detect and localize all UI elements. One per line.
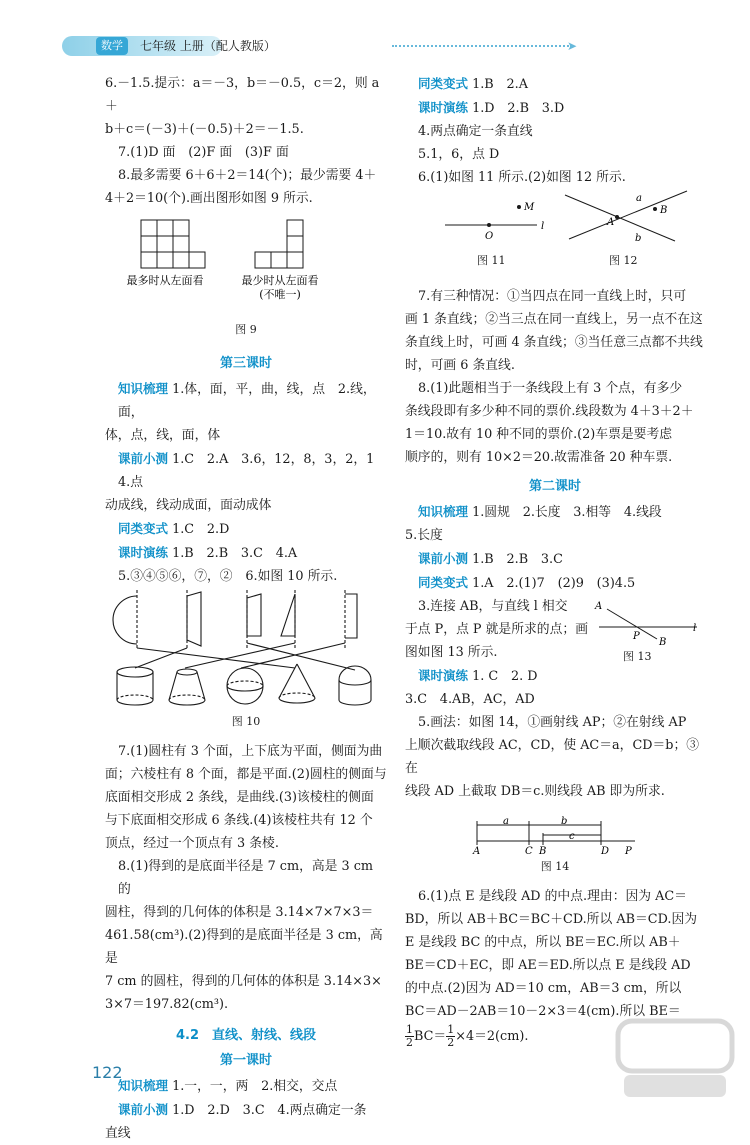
fig14-label-A: A xyxy=(473,846,481,855)
fraction-half-1: $\frac{1}{2}$ xyxy=(406,1023,413,1049)
fig14-label-B: B xyxy=(539,846,547,855)
left-p7-line4: 与下底面相交形成 6 条线.(4)该棱柱共有 12 个 xyxy=(105,813,373,828)
q6-line7-part2: ×4＝2(cm). xyxy=(455,1029,529,1044)
kq-text: 1.C 2.A 3.6，12，8，3，2，1 4.点 xyxy=(118,452,388,490)
right-q7-line1: 7.有三种情况：①当四点在同一直线上时，只可 xyxy=(418,289,687,304)
kw-keqian-2: 课前小测 xyxy=(118,1102,169,1117)
right-q6-line5: 的中点.(2)因为 AD＝10 cm，AB＝3 cm，所以 xyxy=(405,981,682,996)
section-lesson3: 第三课时 xyxy=(219,356,272,371)
fig9-label-note: (不唯一) xyxy=(259,288,301,301)
kw-keqian-r: 课前小测 xyxy=(418,551,469,566)
fig12-label-b: b xyxy=(635,233,642,244)
r-ks-text: 1.D 2.B 3.D xyxy=(472,101,565,116)
r-tl2-text: 1.A 2.(1)7 (2)9 (3)4.5 xyxy=(472,576,636,591)
figure-10 xyxy=(105,588,387,708)
right-q6-line3: E 是线段 BC 的中点，所以 BE＝EC.所以 AB＋ xyxy=(405,935,681,950)
quad-shape xyxy=(247,594,261,636)
left-q8-line1: 8.最多需要 6＋6＋2＝14(个)；最少需要 4＋ xyxy=(118,168,377,183)
zs-text: 1.体，面，平，曲，线，点 2.线，面， xyxy=(118,382,376,420)
left-q5: 5.③④⑤⑥，⑦，② 6.如图 10 所示. xyxy=(118,569,338,584)
left-q6-line2: b＋c＝(－3)＋(－0.5)＋2＝－1.5. xyxy=(105,122,304,137)
right-q8-line1: 8.(1)此题相当于一条线段上有 3 个点，有多少 xyxy=(418,381,683,396)
watermark-logo-icon xyxy=(610,1013,740,1103)
left-q7: 7.(1)D 面 (2)F 面 (3)F 面 xyxy=(118,145,289,160)
kw-keqian: 课前小测 xyxy=(118,451,169,466)
right-q8-line3: 1＝10.故有 10 种不同的票价.(2)车票是要考虑 xyxy=(405,427,673,442)
fig12-label-B: B xyxy=(660,205,668,216)
right-q5: 5.1，6，点 D xyxy=(418,147,500,162)
left-p8-line3: 461.58(cm³).(2)得到的是底面半径是 3 cm，高是 xyxy=(105,928,383,966)
kw-keshi: 课时演练 xyxy=(118,545,169,560)
left-q6-line1: 6.－1.5.提示：a＝－3，b＝－0.5，c＝2，则 a＋ xyxy=(105,76,380,114)
header-dots xyxy=(392,45,572,47)
left-p7-line3: 底面相交形成 2 条线，是曲线.(3)该棱柱的侧面 xyxy=(105,790,374,805)
kw-tonglei-r2: 同类变式 xyxy=(418,575,469,590)
half-circle-shape xyxy=(113,596,137,644)
section-4-2: 4.2 直线、射线、线段 xyxy=(175,1028,317,1043)
kw-keshi-r: 课时演练 xyxy=(418,100,469,115)
figure-14 xyxy=(405,813,705,855)
fig12-label-A: A xyxy=(607,217,615,228)
fig14-label-a: a xyxy=(503,816,509,827)
r-tl-text: 1.B 2.A xyxy=(472,77,528,92)
right-q8-line4: 顺序的，则有 10×2＝20.故需准备 20 种车票. xyxy=(405,450,673,465)
right-q6-line2: BD，所以 AB＋BC＝BC＋CD.所以 AB＝CD.因为 xyxy=(405,912,698,927)
right-q7-line4: 时，可画 6 条直线. xyxy=(405,358,515,373)
right-q3-line1: 3.连接 AB，与直线 l 相交 xyxy=(418,599,568,614)
r-kq-text: 1.B 2.B 3.C xyxy=(472,552,563,567)
figure-9 xyxy=(105,210,387,310)
left-p8-line1: 8.(1)得到的是底面半径是 7 cm，高是 3 cm 的 xyxy=(118,859,374,897)
grid-left xyxy=(141,220,205,268)
left-q8-line2: 4＋2＝10(个).画出图形如图 9 所示. xyxy=(105,191,313,206)
page-number: 122 xyxy=(92,1063,123,1082)
right-q3-4: 3.C 4.AB，AC，AD xyxy=(405,692,535,707)
q6-line7-part1: BC＝ xyxy=(414,1029,447,1044)
right-q6-line6: BC＝AD－2AB＝10－2×3＝4(cm).所以 BE＝ xyxy=(405,1004,681,1019)
right-q3-line2: 于点 P，点 P 就是所求的点；画 xyxy=(405,622,588,637)
left-p7-line1: 7.(1)圆柱有 3 个面，上下底为平面，侧面为曲 xyxy=(118,744,383,759)
left-p8-line2: 圆柱，得到的几何体的体积是 3.14×7×7×3＝ xyxy=(105,905,374,920)
fig13-label-A: A xyxy=(595,601,603,612)
frustum-solid xyxy=(169,669,205,705)
figure-10-svg xyxy=(105,588,387,708)
fig14-label-b: b xyxy=(561,816,568,827)
figure-14-svg xyxy=(405,813,705,855)
cylinder-solid xyxy=(117,667,153,705)
right-q6-line1: 6.(1)点 E 是线段 AD 的中点.理由：因为 AC＝ xyxy=(418,889,687,904)
kq2-text2: 直线 xyxy=(105,1126,131,1141)
kw-tonglei: 同类变式 xyxy=(118,521,169,536)
right-q8-line2: 条线段即有多少种不同的票价.线段数为 4＋3＋2＋ xyxy=(405,404,694,419)
fig12-label-a: a xyxy=(636,193,642,204)
kw-zhishi: 知识梳理 xyxy=(118,381,169,396)
fig14-caption: 图 14 xyxy=(540,860,570,873)
figure-11 xyxy=(445,202,544,242)
left-p7-line5: 顶点，经过一个顶点有 3 条棱. xyxy=(105,836,279,851)
subject-badge: 数学 xyxy=(96,37,128,55)
fig13-caption: 图 13 xyxy=(623,650,652,663)
fig14-label-P: P xyxy=(625,846,632,855)
figure-9-svg xyxy=(105,210,387,310)
ks-text: 1.B 2.B 3.C 4.A xyxy=(172,546,298,561)
kq2-text: 1.D 2.D 3.C 4.两点确定一条 xyxy=(172,1103,367,1118)
r-ks2-text: 1. C 2. D xyxy=(472,669,538,684)
right-column xyxy=(405,72,705,1051)
capsule-solid xyxy=(339,666,371,705)
sphere-solid xyxy=(227,668,263,704)
fig13-label-P: P xyxy=(633,631,640,642)
fig13-label-B: B xyxy=(659,637,667,645)
tl-text: 1.C 2.D xyxy=(172,522,230,537)
right-q4: 4.两点确定一条直线 xyxy=(418,124,533,139)
right-q7-line2: 画 1 条直线；②当三点在同一直线上，另一点不在这 xyxy=(405,312,703,327)
fig9-caption: 图 9 xyxy=(235,323,257,336)
rect-shape xyxy=(345,594,357,638)
section-lesson2: 第二课时 xyxy=(528,479,581,494)
page-header xyxy=(62,33,582,59)
r-zs-text: 1.圆规 2.长度 3.相等 4.线段 xyxy=(472,505,662,520)
grade-label: 七年级 上册（配人教版） xyxy=(140,39,276,53)
figure-13 xyxy=(593,597,703,645)
right-q7-line3: 条直线上时，可画 4 条直线；③当任意三点都不共线 xyxy=(405,335,703,350)
cone-solid xyxy=(279,664,315,703)
kw-keshi-r2: 课时演练 xyxy=(418,668,469,683)
left-column xyxy=(105,72,387,1145)
kw-zhishi-2: 知识梳理 xyxy=(118,1078,169,1093)
fig14-label-C: C xyxy=(525,846,533,855)
grid-right xyxy=(255,220,303,268)
fig9-label-max: 最多时从左面看 xyxy=(126,274,204,287)
right-q5-line1: 5.画法：如图 14，①画射线 AP；②在射线 AP xyxy=(418,715,687,730)
figure-12 xyxy=(565,191,687,244)
fig13-label-l: l xyxy=(693,623,697,634)
right-q6: 6.(1)如图 11 所示.(2)如图 12 所示. xyxy=(418,170,626,185)
right-q5-line2: 上顺次截取线段 AC，CD，使 AC＝a，CD＝b；③在 xyxy=(405,738,700,776)
zs-text2: 体，点，线，面，体 xyxy=(105,428,221,443)
trapezoid-shape xyxy=(187,592,201,646)
right-q5-line3: 线段 AD 上截取 DB＝c.则线段 AB 即为所求. xyxy=(405,784,665,799)
triangle-shape xyxy=(281,594,295,636)
fig10-caption: 图 10 xyxy=(231,715,261,728)
fig14-label-D: D xyxy=(601,846,610,855)
fig11-label-O: O xyxy=(485,231,494,242)
arrow-icon: ➤ xyxy=(567,39,578,53)
figure-11-12-svg xyxy=(405,189,705,253)
q3-with-figure13 xyxy=(405,595,705,664)
kw-tonglei-r: 同类变式 xyxy=(418,76,469,91)
fig11-caption: 图 11 xyxy=(477,254,506,267)
fig11-label-l: l xyxy=(541,221,545,232)
r-zs-text2: 5.长度 xyxy=(405,528,443,543)
figures-11-12 xyxy=(405,189,705,253)
left-p7-line2: 面；六棱柱有 8 个面，都是平面.(2)圆柱的侧面与 xyxy=(105,767,387,782)
left-p8-line5: 3×7＝197.82(cm³). xyxy=(105,997,229,1012)
right-q6-line4: BE＝CD＋EC，即 AE＝ED.所以点 E 是线段 AD xyxy=(405,958,691,973)
right-q3-line3: 图如图 13 所示. xyxy=(405,645,498,660)
section-lesson1: 第一课时 xyxy=(219,1053,272,1068)
fraction-half-2: $\frac{1}{2}$ xyxy=(447,1023,455,1049)
fig12-caption: 图 12 xyxy=(609,254,638,267)
kq-text2: 动成线，线动成面，面动成体 xyxy=(105,498,272,513)
left-p8-line4: 7 cm 的圆柱，得到的几何体的体积是 3.14×3× xyxy=(105,974,382,989)
fig14-label-c: c xyxy=(569,831,575,842)
fig9-label-min: 最少时从左面看 xyxy=(241,274,319,287)
fig11-label-M: M xyxy=(524,202,535,213)
kw-zhishi-r: 知识梳理 xyxy=(418,504,469,519)
zs2-text: 1.一，一，两 2.相交，交点 xyxy=(172,1079,338,1094)
